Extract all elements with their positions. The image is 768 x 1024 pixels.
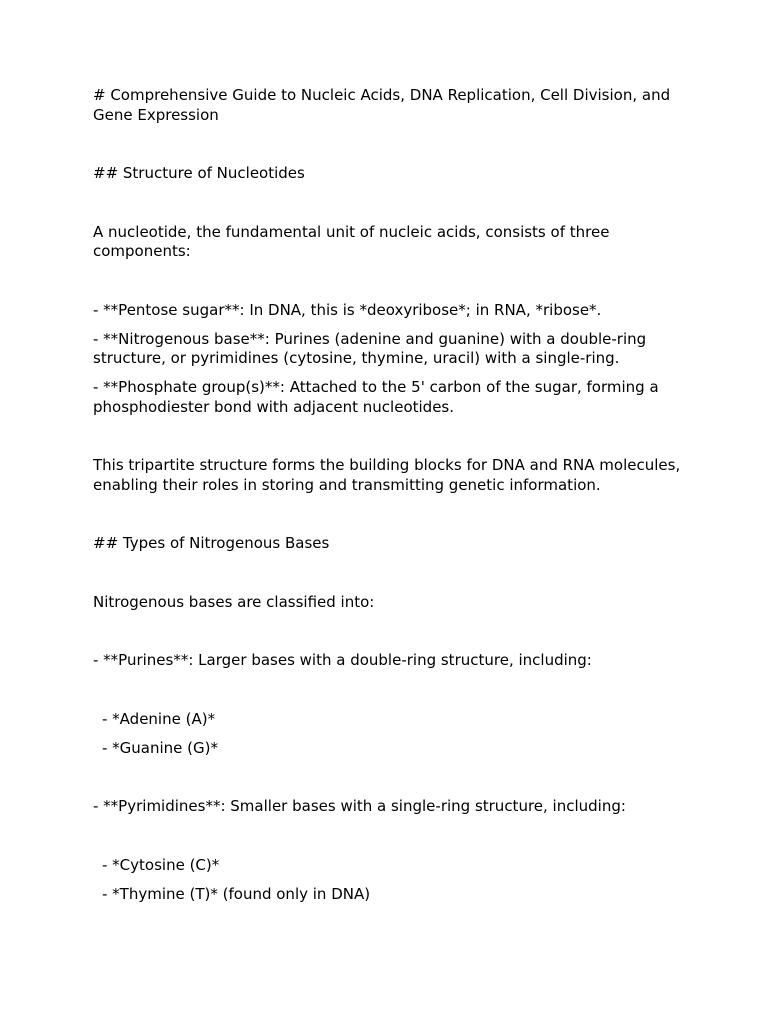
sublist-item-guanine: - *Guanine (G)*	[102, 738, 219, 757]
list-item-phosphate-group: - **Phosphate group(s)**: Attached to the 5' carbon of the sugar, forming a phosphodiester bond with adjacent nucleotides.	[93, 378, 659, 416]
bases-intro-paragraph: Nitrogenous bases are classified into:	[93, 592, 375, 611]
section-heading-nucleotides: ## Structure of Nucleotides	[93, 164, 305, 182]
list-item-pentose-sugar: - **Pentose sugar**: In DNA, this is *deoxyribose*; in RNA, *ribose*.	[93, 300, 602, 319]
list-item-pyrimidines: - **Pyrimidines**: Smaller bases with a single-ring structure, including:	[93, 797, 626, 815]
document-title: # Comprehensive Guide to Nucleic Acids, DNA Replication, Cell Division, and Gene Expression	[93, 86, 671, 124]
list-item-nitrogenous-base: - **Nitrogenous base**: Purines (adenine and guanine) with a double-ring structure, or pyrimidines (cytosine, thymine, uracil) with a single-ring.	[93, 329, 647, 367]
sublist-item-adenine: - *Adenine (A)*	[102, 709, 216, 728]
nucleotide-intro-paragraph: A nucleotide, the fundamental unit of nucleic acids, consists of three components:	[93, 222, 610, 260]
sublist-item-thymine: - *Thymine (T)* (found only in DNA)	[102, 884, 371, 903]
sublist-item-cytosine: - *Cytosine (C)*	[102, 855, 220, 874]
list-item-purines: - **Purines**: Larger bases with a double-ring structure, including:	[93, 651, 592, 669]
document-page	[93, 86, 683, 904]
section-heading-bases: ## Types of Nitrogenous Bases	[93, 534, 330, 552]
nucleotide-summary-paragraph: This tripartite structure forms the building blocks for DNA and RNA molecules, enabling their roles in storing and transmitting genetic information.	[93, 456, 681, 494]
